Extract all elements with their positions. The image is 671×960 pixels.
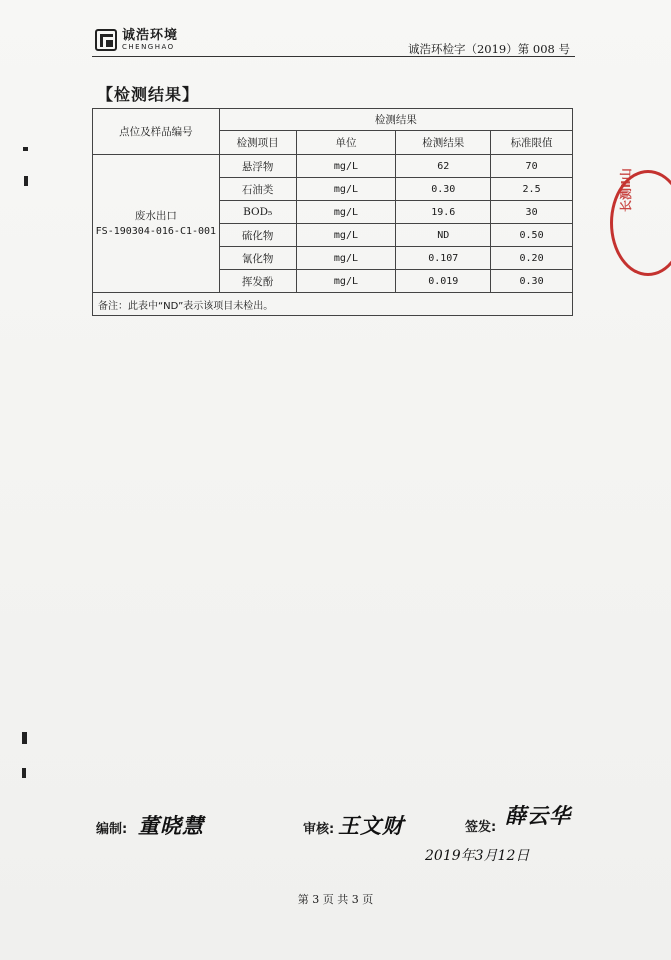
row-item: 悬浮物	[219, 155, 296, 178]
section-title: 【检测结果】	[97, 85, 200, 104]
compiled-by-signature: 董晓慧	[138, 813, 204, 838]
note-row	[93, 293, 573, 316]
table-note: 备注：此表中“ND”表示该项目未检出。	[93, 293, 573, 316]
binding-mark	[22, 732, 27, 744]
stamp-text: 长测Ⅱ山	[619, 168, 633, 212]
table-row	[93, 155, 573, 178]
row-item: 挥发酚	[219, 270, 296, 293]
row-result: 19.6	[396, 201, 491, 224]
row-item: 石油类	[219, 178, 296, 201]
binding-mark	[22, 768, 26, 778]
row-limit: 0.50	[491, 224, 573, 247]
row-unit: mg/L	[296, 178, 396, 201]
column-header-limit: 标准限值	[491, 131, 573, 155]
row-unit: mg/L	[296, 155, 396, 178]
column-header-unit: 单位	[296, 131, 396, 155]
row-result: ND	[396, 224, 491, 247]
page-number: 第 3 页 共 3 页	[297, 893, 374, 906]
row-result: 0.019	[396, 270, 491, 293]
table-header-row	[93, 109, 573, 131]
row-item: BOD₅	[219, 201, 296, 224]
row-unit: mg/L	[296, 247, 396, 270]
row-limit: 2.5	[491, 178, 573, 201]
row-result: 62	[396, 155, 491, 178]
document-number: 诚浩环检字（2019）第 008 号	[407, 42, 570, 56]
row-item: 氰化物	[219, 247, 296, 270]
sample-id: FS-190304-016-C1-001	[95, 225, 217, 237]
results-table	[92, 108, 573, 316]
row-limit: 70	[491, 155, 573, 178]
approved-by-signature: 薛云华	[505, 803, 571, 828]
row-result: 0.107	[396, 247, 491, 270]
row-unit: mg/L	[296, 224, 396, 247]
column-header-item: 检测项目	[219, 131, 296, 155]
column-header-result: 检测结果	[396, 131, 491, 155]
site-name: 废水出口	[134, 209, 177, 222]
header-divider	[92, 56, 575, 57]
compiled-by-label: 编制:	[96, 822, 128, 837]
result-group-header: 检测结果	[219, 109, 572, 131]
row-limit: 30	[491, 201, 573, 224]
row-result: 0.30	[396, 178, 491, 201]
logo-chinese-name: 诚浩环境	[122, 28, 179, 43]
row-limit: 0.30	[491, 270, 573, 293]
row-limit: 0.20	[491, 247, 573, 270]
reviewed-by-label: 审核:	[303, 822, 335, 837]
site-cell	[93, 155, 220, 293]
logo-english-name: CHENGHAO	[122, 43, 175, 51]
row-unit: mg/L	[296, 270, 396, 293]
signature-date: 2019年3月12日	[425, 848, 530, 864]
approved-by-label: 签发:	[465, 820, 497, 835]
reviewed-by-signature: 王文财	[338, 813, 404, 838]
company-logo	[95, 29, 178, 51]
row-item: 硫化物	[219, 224, 296, 247]
binding-mark	[24, 176, 28, 186]
binding-mark	[23, 147, 28, 151]
logo-mark-icon	[95, 29, 117, 51]
site-header-cell: 点位及样品编号	[93, 109, 220, 155]
row-unit: mg/L	[296, 201, 396, 224]
